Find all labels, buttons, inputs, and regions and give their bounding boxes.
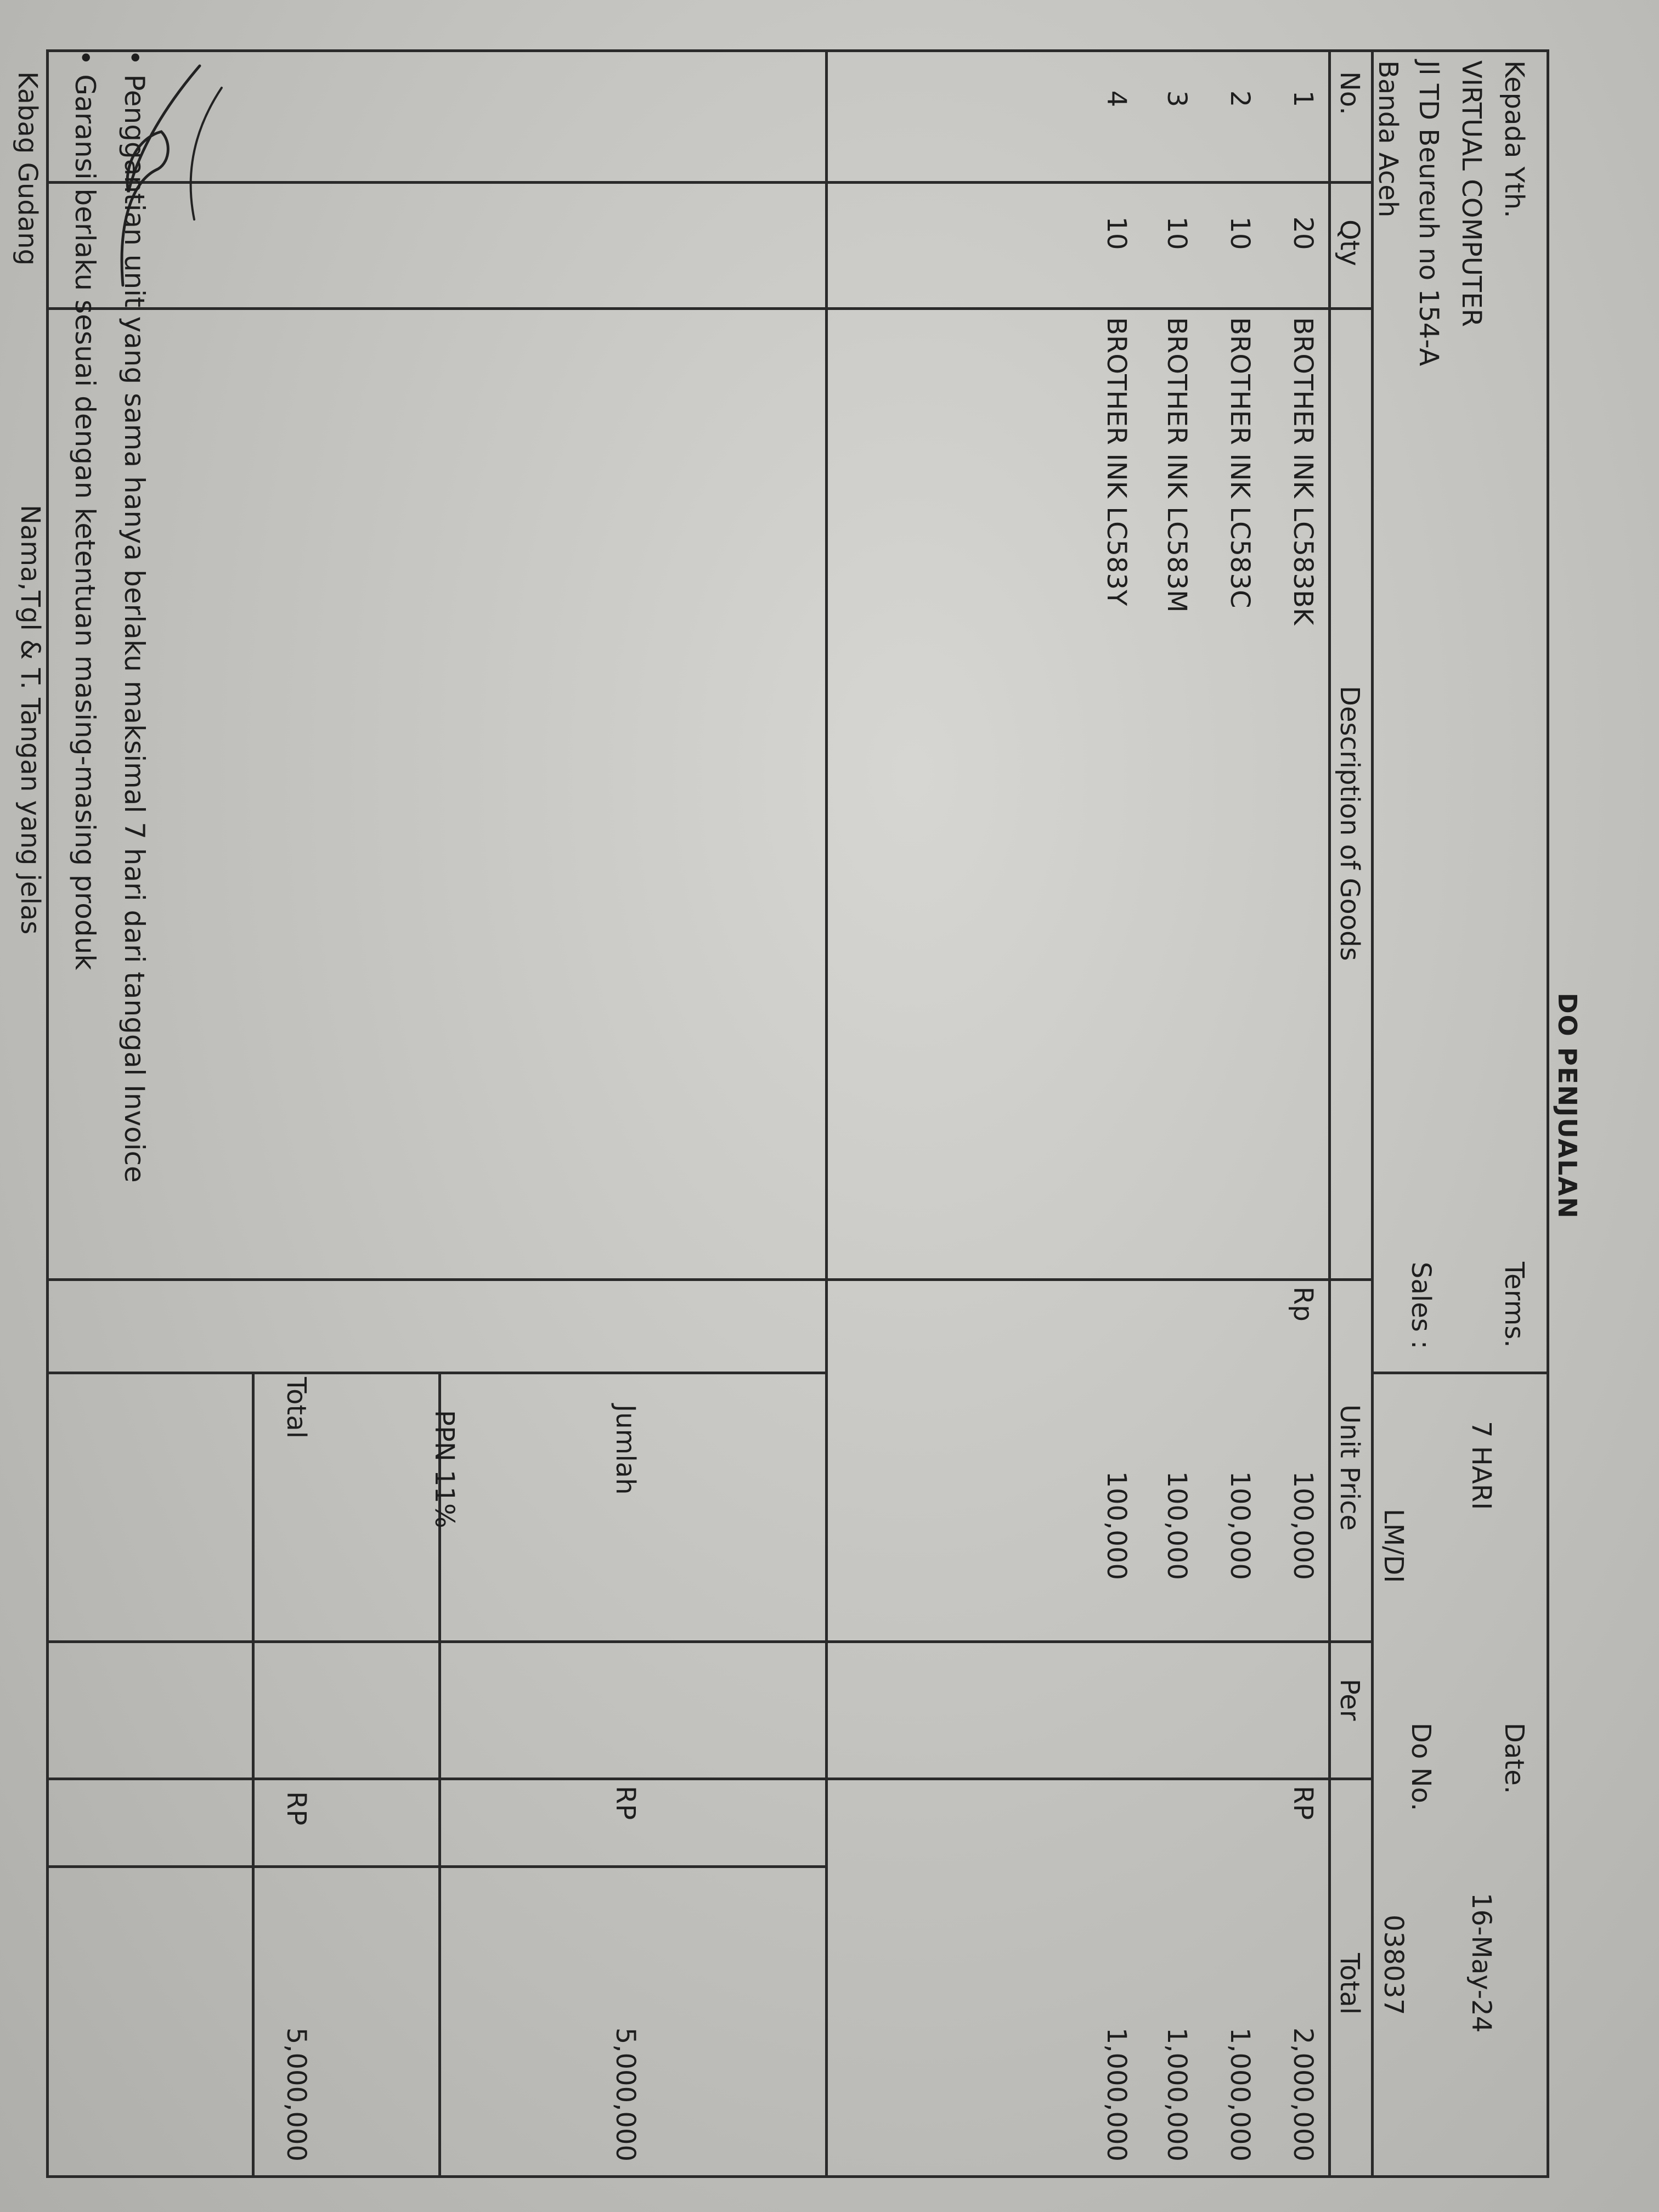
rule-ppn-bottom — [252, 1372, 255, 2178]
terms-label: Terms. — [1499, 1262, 1530, 1348]
item-total: 1,000,000 — [1101, 2027, 1132, 2162]
col-header-qty: Qty — [1334, 219, 1365, 267]
total-value: 5,000,000 — [281, 2027, 312, 2162]
recipient-label: Kepada Yth. — [1499, 60, 1530, 218]
col-header-no: No. — [1334, 71, 1365, 115]
terms-value: 7 HARI — [1466, 1421, 1497, 1510]
col-header-total: Total — [1334, 1953, 1365, 2015]
receiver-signature-label: Nama,Tgl & T. Tangan yang jelas — [15, 505, 46, 935]
item-no: 4 — [1101, 90, 1132, 108]
ppn-label: PPN 11% — [429, 1410, 460, 1528]
item-description: BROTHER INK LC583Y — [1101, 317, 1132, 606]
rule-col-price — [46, 1640, 1374, 1643]
total-currency: RP — [281, 1791, 312, 1826]
do-number-label: Do No. — [1406, 1723, 1436, 1812]
item-currency: Rp — [1288, 1286, 1318, 1322]
sales-value: LM/DI — [1378, 1509, 1409, 1583]
item-description: BROTHER INK LC583BK — [1288, 317, 1318, 625]
item-unit-price: 100,000 — [1161, 1471, 1192, 1580]
item-description: BROTHER INK LC583C — [1224, 317, 1255, 608]
item-per-currency: RP — [1288, 1786, 1318, 1820]
note-replacement — [119, 49, 150, 1183]
rule-header-bottom — [1371, 49, 1374, 2178]
rule-summary-right — [46, 1865, 828, 1868]
rule-items-bottom — [825, 49, 828, 2178]
rule-summary-left — [46, 1372, 828, 1374]
rule-col-no — [46, 181, 1374, 184]
item-total: 1,000,000 — [1224, 2027, 1255, 2162]
total-label: Total — [281, 1377, 312, 1439]
rule-header-left — [1374, 1372, 1549, 1374]
item-no: 2 — [1224, 90, 1255, 108]
date-label: Date. — [1499, 1723, 1530, 1794]
handwritten-signature — [90, 55, 233, 329]
kabag-gudang-label: Kabag Gudang — [12, 71, 43, 266]
col-header-per: Per — [1334, 1679, 1365, 1721]
item-total: 1,000,000 — [1161, 2027, 1192, 2162]
sales-label: Sales : — [1406, 1262, 1436, 1350]
item-unit-price: 100,000 — [1224, 1471, 1255, 1580]
document-frame — [46, 49, 1549, 2178]
jumlah-label: Jumlah — [610, 1404, 641, 1495]
rule-col-per — [46, 1778, 1374, 1780]
rule-column-header-bottom — [1328, 49, 1331, 2178]
item-no: 3 — [1161, 90, 1192, 108]
document-title: DO PENJUALAN — [1553, 992, 1582, 1220]
do-number-value: 038037 — [1378, 1915, 1409, 2016]
date-value: 16-May-24 — [1466, 1893, 1497, 2033]
jumlah-currency: RP — [610, 1786, 641, 1820]
item-unit-price: 100,000 — [1101, 1471, 1132, 1580]
item-description: BROTHER INK LC583M — [1161, 317, 1192, 613]
note-warranty-text: Garansi berlaku sesuai dengan ketentuan masing-masing produk — [69, 74, 101, 970]
item-total: 2,000,000 — [1288, 2027, 1318, 2162]
item-no: 1 — [1288, 90, 1318, 108]
item-qty: 10 — [1161, 216, 1192, 250]
rule-col-desc — [46, 1278, 1374, 1281]
item-qty: 10 — [1224, 216, 1255, 250]
col-header-description: Description of Goods — [1334, 686, 1365, 961]
item-unit-price: 100,000 — [1288, 1471, 1318, 1580]
item-qty: 10 — [1101, 216, 1132, 250]
recipient-address: Jl TD Beureuh no 154-A — [1413, 60, 1444, 366]
note-replacement-text: Penggantian unit yang sama hanya berlaku maksimal 7 hari dari tanggal Invoice — [119, 74, 150, 1183]
rule-col-qty — [46, 307, 1374, 310]
recipient-name: VIRTUAL COMPUTER — [1456, 60, 1487, 327]
jumlah-value: 5,000,000 — [610, 2027, 641, 2162]
col-header-unit-price: Unit Price — [1334, 1404, 1365, 1531]
note-warranty — [69, 49, 101, 970]
note-bullet: • — [69, 49, 101, 66]
note-bullet: • — [119, 49, 150, 66]
item-qty: 20 — [1288, 216, 1318, 250]
recipient-city: Banda Aceh — [1373, 60, 1403, 218]
